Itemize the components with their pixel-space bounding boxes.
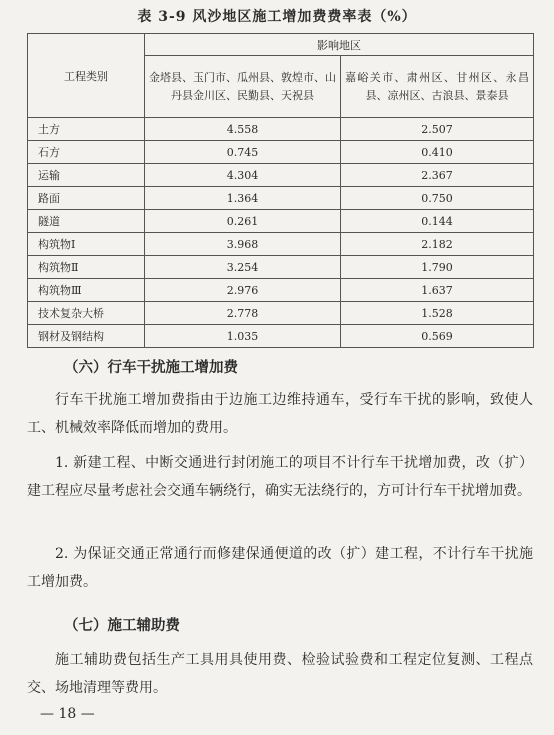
section-6-para-1: 行车干扰施工增加费指由于边施工边维持通车，受行车干扰的影响，致使人工、机械效率降低而增加的费用。: [27, 392, 533, 436]
section-7-para-1: 施工辅助费包括生产工具用具使用费、检验试验费和工程定位复测、工程点交、场地清理等费用。: [27, 652, 533, 696]
header-category: 工程类别: [28, 34, 145, 118]
rate-region-a: 2.778: [145, 302, 341, 325]
table-row: [28, 164, 534, 187]
rate-region-a: 0.261: [145, 210, 341, 233]
table-row: [28, 187, 534, 210]
row-category: 构筑物Ⅰ: [28, 233, 145, 256]
table-row: [28, 325, 534, 348]
header-region: 影响地区: [145, 34, 534, 56]
row-category: 钢材及钢结构: [28, 325, 145, 348]
table-row: [28, 118, 534, 141]
rate-region-b: 1.637: [341, 279, 534, 302]
rate-region-a: 2.976: [145, 279, 341, 302]
rate-region-a: 1.364: [145, 187, 341, 210]
header-region-b: [341, 56, 534, 118]
section-6-para-2: 1. 新建工程、中断交通进行封闭施工的项目不计行车干扰增加费，改（扩）建工程应尽量考虑社会交通车辆绕行，确实无法绕行的，方可计行车干扰增加费。: [27, 455, 533, 499]
header-region-a-text: 金塔县、玉门市、瓜州县、敦煌市、山丹县金川区、民勤县、天祝县: [149, 70, 336, 102]
rate-region-b: 0.750: [341, 187, 534, 210]
row-category: 石方: [28, 141, 145, 164]
table-row: [28, 141, 534, 164]
table-row: [28, 256, 534, 279]
rate-region-a: 3.968: [145, 233, 341, 256]
rate-region-a: 3.254: [145, 256, 341, 279]
rate-region-a: 0.745: [145, 141, 341, 164]
table-title: 表 3-9 风沙地区施工增加费费率表（%）: [137, 9, 417, 25]
rate-table: [27, 33, 534, 348]
rate-region-a: 4.304: [145, 164, 341, 187]
page-number: — 18 —: [40, 706, 95, 722]
row-category: 隧道: [28, 210, 145, 233]
section-6-heading: （六）行车干扰施工增加费: [64, 359, 238, 376]
row-category: 路面: [28, 187, 145, 210]
rate-region-b: 2.507: [341, 118, 534, 141]
rate-region-b: 1.528: [341, 302, 534, 325]
rate-region-b: 2.182: [341, 233, 534, 256]
section-6-para-3: 2. 为保证交通正常通行而修建保通便道的改（扩）建工程，不计行车干扰施工增加费。: [27, 546, 533, 590]
row-category: 运输: [28, 164, 145, 187]
rate-region-b: 0.410: [341, 141, 534, 164]
rate-region-b: 2.367: [341, 164, 534, 187]
row-category: 构筑物Ⅲ: [28, 279, 145, 302]
row-category: 构筑物Ⅱ: [28, 256, 145, 279]
rate-region-b: 0.569: [341, 325, 534, 348]
header-region-b-text: 嘉峪关市、肃州区、甘州区、永昌县、凉州区、古浪县、景泰县: [345, 70, 529, 102]
section-7-heading: （七）施工辅助费: [64, 617, 180, 634]
table-row: [28, 210, 534, 233]
row-category: 土方: [28, 118, 145, 141]
table-row: [28, 233, 534, 256]
rate-region-b: 1.790: [341, 256, 534, 279]
table-row: [28, 302, 534, 325]
table-row: [28, 279, 534, 302]
rate-region-a: 4.558: [145, 118, 341, 141]
rate-region-a: 1.035: [145, 325, 341, 348]
row-category: 技术复杂大桥: [28, 302, 145, 325]
header-region-a: [145, 56, 341, 118]
rate-region-b: 0.144: [341, 210, 534, 233]
